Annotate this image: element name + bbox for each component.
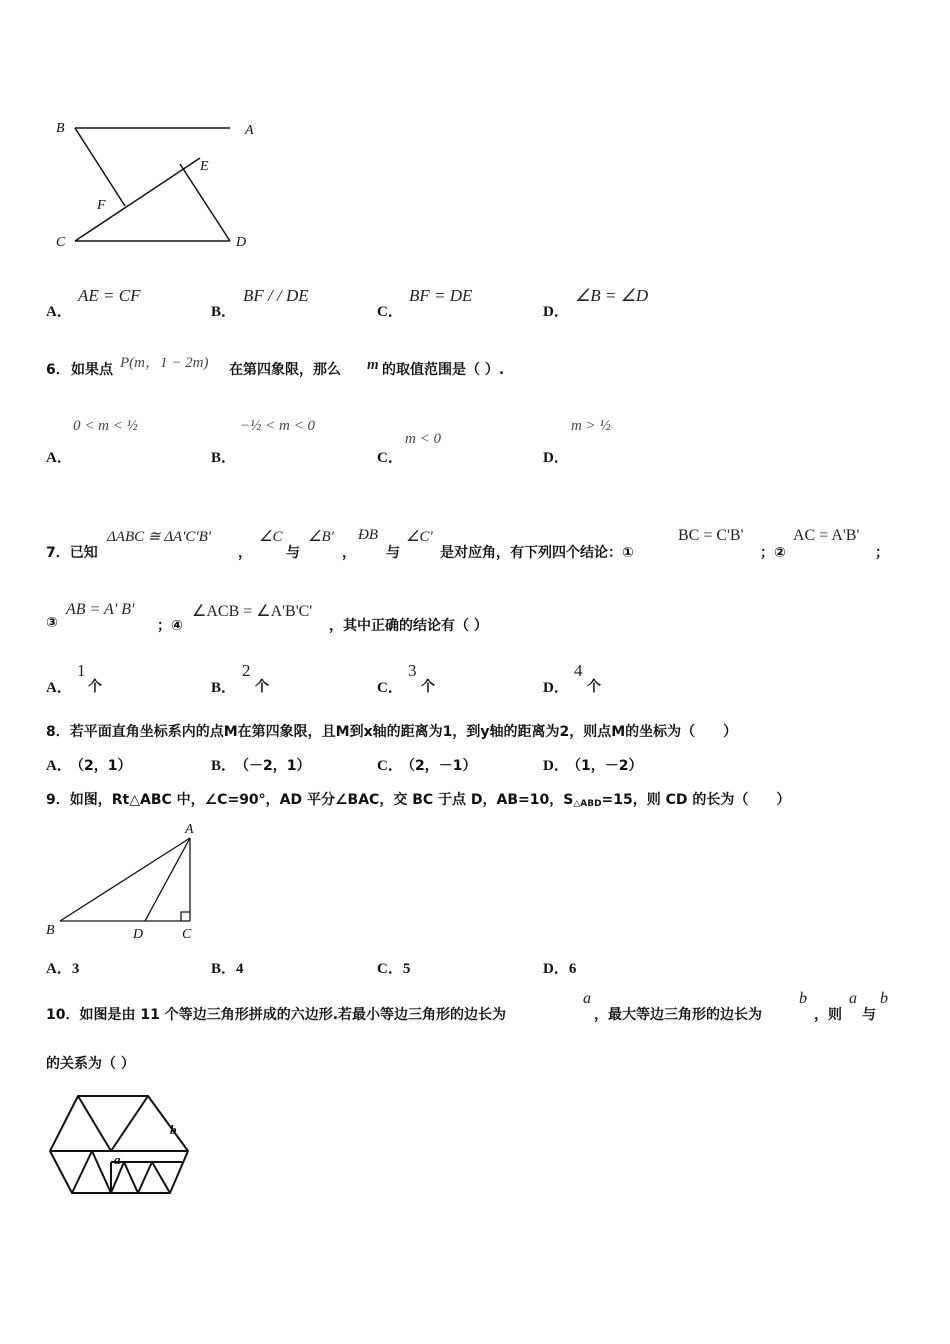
- q8-option-d-label: D．: [543, 758, 569, 774]
- q10-text-c: ，则: [814, 1007, 842, 1023]
- fig5-label-F: F: [97, 198, 106, 213]
- fig9-label-C: C: [182, 927, 192, 942]
- q5-option-c-label: C．: [377, 304, 403, 320]
- q7-option-c-label: C．: [377, 680, 403, 696]
- q8-option-a-label: A．: [46, 758, 72, 774]
- q7-option-b-unit: 个: [255, 679, 269, 695]
- fig5-label-D: D: [236, 235, 247, 250]
- q10-var-b: b: [799, 990, 807, 1007]
- q5-option-c-expr: BF = DE: [409, 286, 473, 305]
- q10-text-a: 10．如图是由 11 个等边三角形拼成的六边形.若最小等边三角形的边长为: [46, 1007, 507, 1023]
- q9-text-main: 9．如图，Rt△ABC 中，∠C=90°，AD 平分∠BAC，交 BC 于点 D，AB=10，S: [46, 792, 574, 808]
- q7-sep2: ；: [875, 545, 889, 561]
- q10-var-a: a: [583, 990, 591, 1007]
- q7-text1: 是对应角，有下列四个结论：①: [440, 545, 634, 561]
- q9-subscript: △ABD: [573, 799, 602, 809]
- q6-option-d-label: D．: [543, 450, 569, 466]
- q6-option-d-expr: m > ½: [571, 418, 611, 434]
- q7-sep1: ；②: [760, 545, 786, 561]
- q7-angle-c: ∠C: [259, 529, 283, 545]
- fig9-label-A: A: [185, 822, 194, 837]
- q7-comma1: ，: [238, 545, 252, 561]
- q7-conclusion-4: ∠ACB = ∠A'B'C': [192, 603, 313, 620]
- q10-yu: 与: [862, 1007, 876, 1023]
- q7-conclusion-2: AC = A'B': [793, 527, 860, 544]
- q10-hexagon-figure: [42, 1090, 202, 1200]
- q8-text: 8．若平面直角坐标系内的点M在第四象限，且M到x轴的距离为1，到y轴的距离为2，则点M的坐标为（ ）: [46, 724, 738, 740]
- q6-option-a-label: A．: [46, 450, 72, 466]
- fig5-label-B: B: [56, 121, 65, 136]
- q6-prefix: 如果点: [71, 362, 113, 378]
- q9-option-b: B．4: [211, 961, 244, 977]
- q10-var-a2: a: [849, 990, 857, 1007]
- q7-number: 7．已知: [46, 545, 98, 561]
- q8-option-b-label: B．: [211, 758, 237, 774]
- q7-option-a-num: 1: [77, 661, 86, 680]
- q10-line2: 的关系为（ ）: [46, 1056, 135, 1072]
- q7-option-d-label: D．: [543, 680, 569, 696]
- q7-option-c-num: 3: [408, 661, 417, 680]
- q7-sep3: ；④: [157, 618, 183, 634]
- q6-option-a-expr: 0 < m < ½: [73, 418, 138, 434]
- q5-option-a-label: A．: [46, 304, 72, 320]
- q7-congruence: ΔABC ≅ ΔA'C'B': [107, 529, 211, 545]
- q7-option-d-num: 4: [574, 661, 583, 680]
- q5-figure: [40, 110, 270, 260]
- q7-angle-b-prime: ∠B': [308, 529, 334, 545]
- q6-middle: 在第四象限，那么: [229, 362, 341, 378]
- q8-option-c-label: C．: [377, 758, 403, 774]
- q8-option-b-value: （－2，1）: [235, 758, 311, 774]
- q7-option-a-label: A．: [46, 680, 72, 696]
- fig9-label-B: B: [46, 923, 55, 938]
- q7-option-b-num: 2: [242, 661, 251, 680]
- q7-yu1: 与: [286, 545, 300, 561]
- q6-option-c-label: C．: [377, 450, 403, 466]
- q6-var: m: [367, 357, 379, 373]
- q6-suffix: 的取值范围是（ ）.: [382, 362, 505, 378]
- q7-option-d-unit: 个: [587, 679, 601, 695]
- fig9-label-D: D: [133, 927, 144, 942]
- q10-var-b2: b: [880, 990, 888, 1007]
- q7-text2: ，其中正确的结论有（ ）: [329, 618, 488, 634]
- q7-comma2: ，: [342, 545, 356, 561]
- q8-option-d-value: （1，－2）: [567, 758, 643, 774]
- q9-figure: [40, 818, 210, 948]
- q7-yu2: 与: [386, 545, 400, 561]
- q6-option-b-expr: −½ < m < 0: [240, 418, 315, 434]
- fig5-label-E: E: [200, 159, 209, 174]
- fig10-label-b: b: [170, 1122, 177, 1137]
- q8-option-c-value: （2，－1）: [401, 758, 477, 774]
- q5-option-b-expr: BF / / DE: [243, 286, 309, 305]
- q8-option-a-value: （2，1）: [70, 758, 132, 774]
- q7-conclusion-3: AB = A' B': [66, 601, 135, 618]
- q7-conclusion-1: BC = C'B': [678, 527, 744, 544]
- q6-option-c-expr: m < 0: [405, 431, 441, 447]
- q9-option-c: C．5: [377, 961, 411, 977]
- q9-text-a: [46, 789, 790, 809]
- fig5-label-A: A: [245, 123, 254, 138]
- fig10-label-a: a: [114, 1152, 121, 1167]
- q10-text-b: ，最大等边三角形的边长为: [594, 1007, 762, 1023]
- q5-option-b-label: B．: [211, 304, 237, 320]
- q7-angle-c-prime: ∠C': [406, 529, 433, 545]
- q6-option-b-label: B．: [211, 450, 237, 466]
- q7-circle-3: ③: [46, 615, 58, 631]
- q7-option-b-label: B．: [211, 680, 237, 696]
- q5-option-d-label: D．: [543, 304, 569, 320]
- q9-option-a: A．3: [46, 961, 80, 977]
- q5-option-d-expr: ∠B = ∠D: [575, 286, 649, 305]
- q9-option-d: D．6: [543, 961, 577, 977]
- q5-option-a-expr: AE = CF: [78, 286, 141, 305]
- q7-option-a-unit: 个: [88, 679, 102, 695]
- q7-angle-b: ÐB: [358, 527, 378, 543]
- q6-point: P(m，1 − 2m): [120, 355, 209, 371]
- q9-text-end: =15，则 CD 的长为（ ）: [601, 792, 791, 808]
- fig5-label-C: C: [56, 235, 66, 250]
- q7-option-c-unit: 个: [421, 679, 435, 695]
- q6-number: 6．: [46, 362, 70, 378]
